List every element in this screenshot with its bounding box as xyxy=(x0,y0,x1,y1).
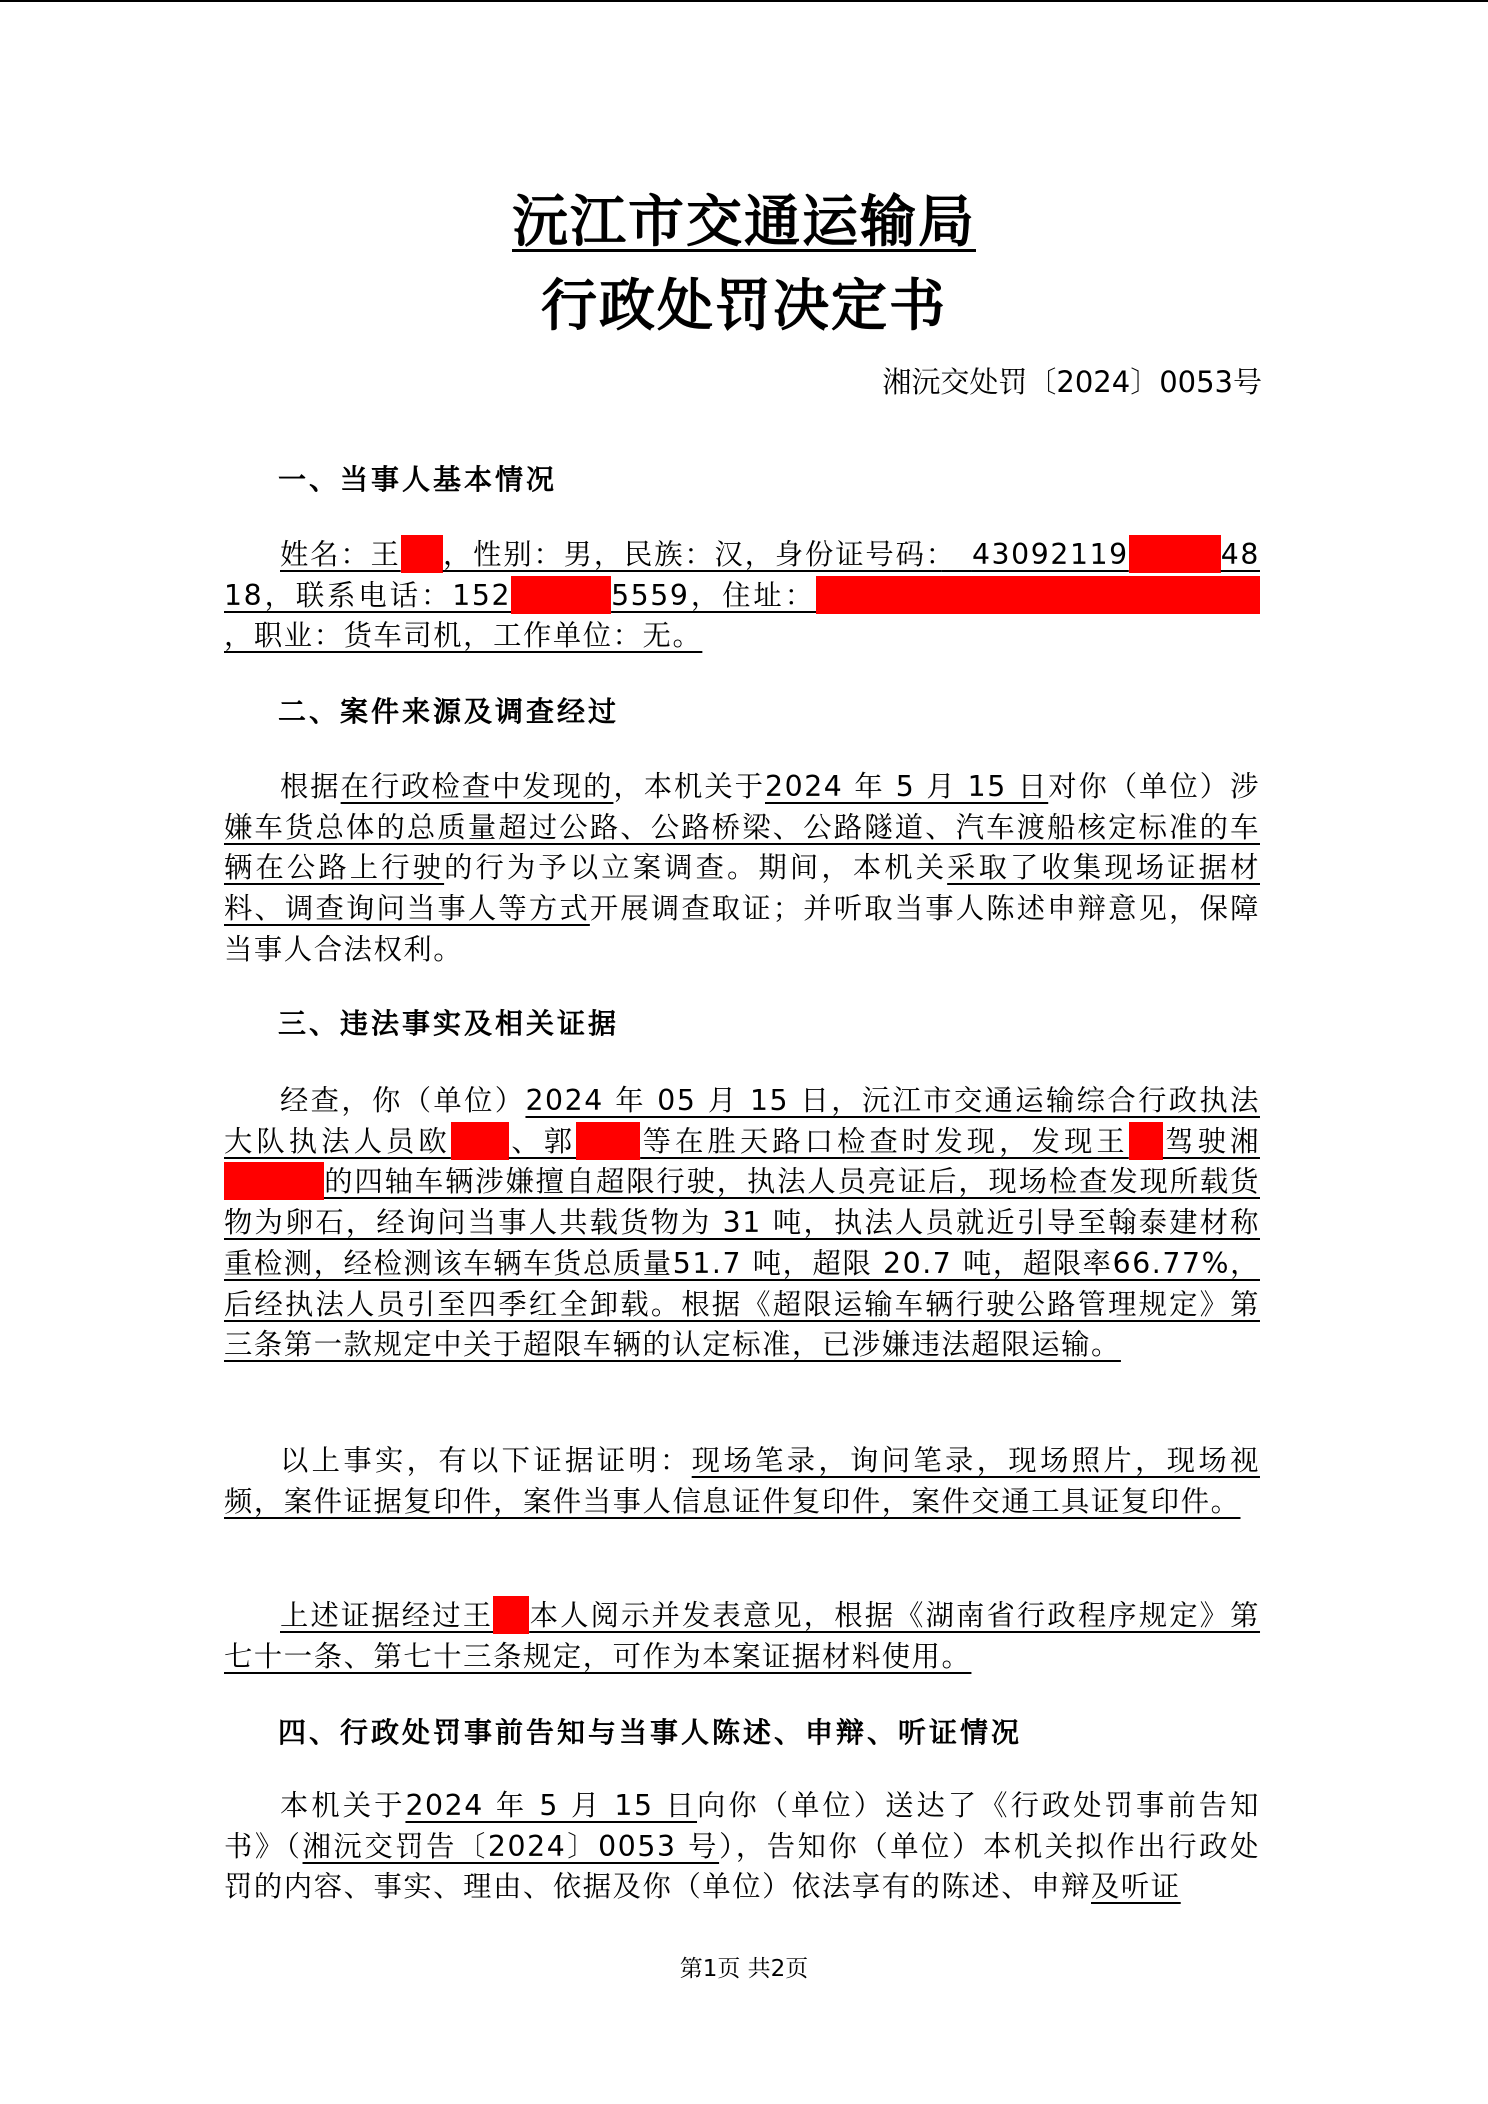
evidence-list-paragraph: 以上事实，有以下证据证明：现场笔录，询问笔录，现场照片，现场视频，案件证据复印件，案件当事人信息证件复印件，案件交通工具证复印件。 xyxy=(224,1444,1260,1518)
party-info-paragraph: 姓名：王 ，性别：男，民族：汉，身份证号码： 43092119 4818，联系电话：152 5559，住址：，职业：货车司机，工作单位：无。 xyxy=(224,535,1260,657)
redaction-block xyxy=(451,1122,509,1160)
redaction-block xyxy=(1070,576,1260,614)
redaction-block xyxy=(224,1162,324,1200)
section-heading-prior-notice: 四、行政处罚事前告知与当事人陈述、申辩、听证情况 xyxy=(278,1716,1023,1749)
section-heading-violation-facts: 三、违法事实及相关证据 xyxy=(278,1007,620,1040)
case-source-paragraph: 根据在行政检查中发现的，本机关于2024 年 5 月 15 日对你（单位）涉嫌车货总体的总质量超过公路、公路桥梁、公路隧道、汽车渡船核定标准的车辆在公路上行驶的行为予以立案调查。期间，本机关采取了收集现场证据材料、调查询问当事人等方式开展调查取证；并听取当事人陈述申辩意见，保障当事人合法权利。 xyxy=(224,770,1261,966)
redaction-block xyxy=(1129,1122,1163,1160)
evidence-review-paragraph: 上述证据经过王 本人阅示并发表意见，根据《湖南省行政程序规定》第七十一条、第七十三条规定，可作为本案证据材料使用。 xyxy=(224,1596,1260,1677)
page-number-footer: 第1页 共2页 xyxy=(679,1956,809,1982)
document-title-agency: 沅江市交通运输局 xyxy=(512,189,976,255)
redaction-block xyxy=(401,535,443,573)
redaction-block xyxy=(511,576,611,614)
document-number: 湘沅交处罚〔2024〕0053号 xyxy=(882,365,1262,399)
document-title-type: 行政处罚决定书 xyxy=(541,273,947,339)
redaction-block xyxy=(493,1596,529,1634)
page-top-border xyxy=(0,0,1488,2)
redaction-block xyxy=(1129,535,1221,573)
redaction-block xyxy=(816,576,1070,614)
prior-notice-paragraph: 本机关于2024 年 5 月 15 日向你（单位）送达了《行政处罚事前告知书》（湘沅交罚告〔2024〕0053 号），告知你（单位）本机关拟作出行政处罚的内容、事实、理由、依据及你（单位）依法享有的陈述、申辩及听证 xyxy=(224,1789,1260,1904)
violation-facts-paragraph: 经查，你（单位）2024 年 05 月 15 日，沅江市交通运输综合行政执法大队执法人员欧 、郭 等在胜天路口检查时发现，发现王 驾驶湘的四轴车辆涉嫌擅自超限行驶，执法人员亮证后，现场检查发现所载货物为卵石，经询问当事人共载货物为 31 吨，执法人员就近引导至翰泰建材称重检测，经检测该车辆车货总质量51.7 吨，超限 20.7 吨，超限率66.77%，后经执法人员引至四季红全卸载。根据《超限运输车辆行驶公路管理规定》第三条第一款规定中关于超限车辆的认定标准，已涉嫌违法超限运输。 xyxy=(224,1084,1260,1362)
section-heading-party-info: 一、当事人基本情况 xyxy=(278,463,558,496)
section-heading-case-source: 二、案件来源及调查经过 xyxy=(278,695,620,728)
redaction-block xyxy=(576,1122,640,1160)
